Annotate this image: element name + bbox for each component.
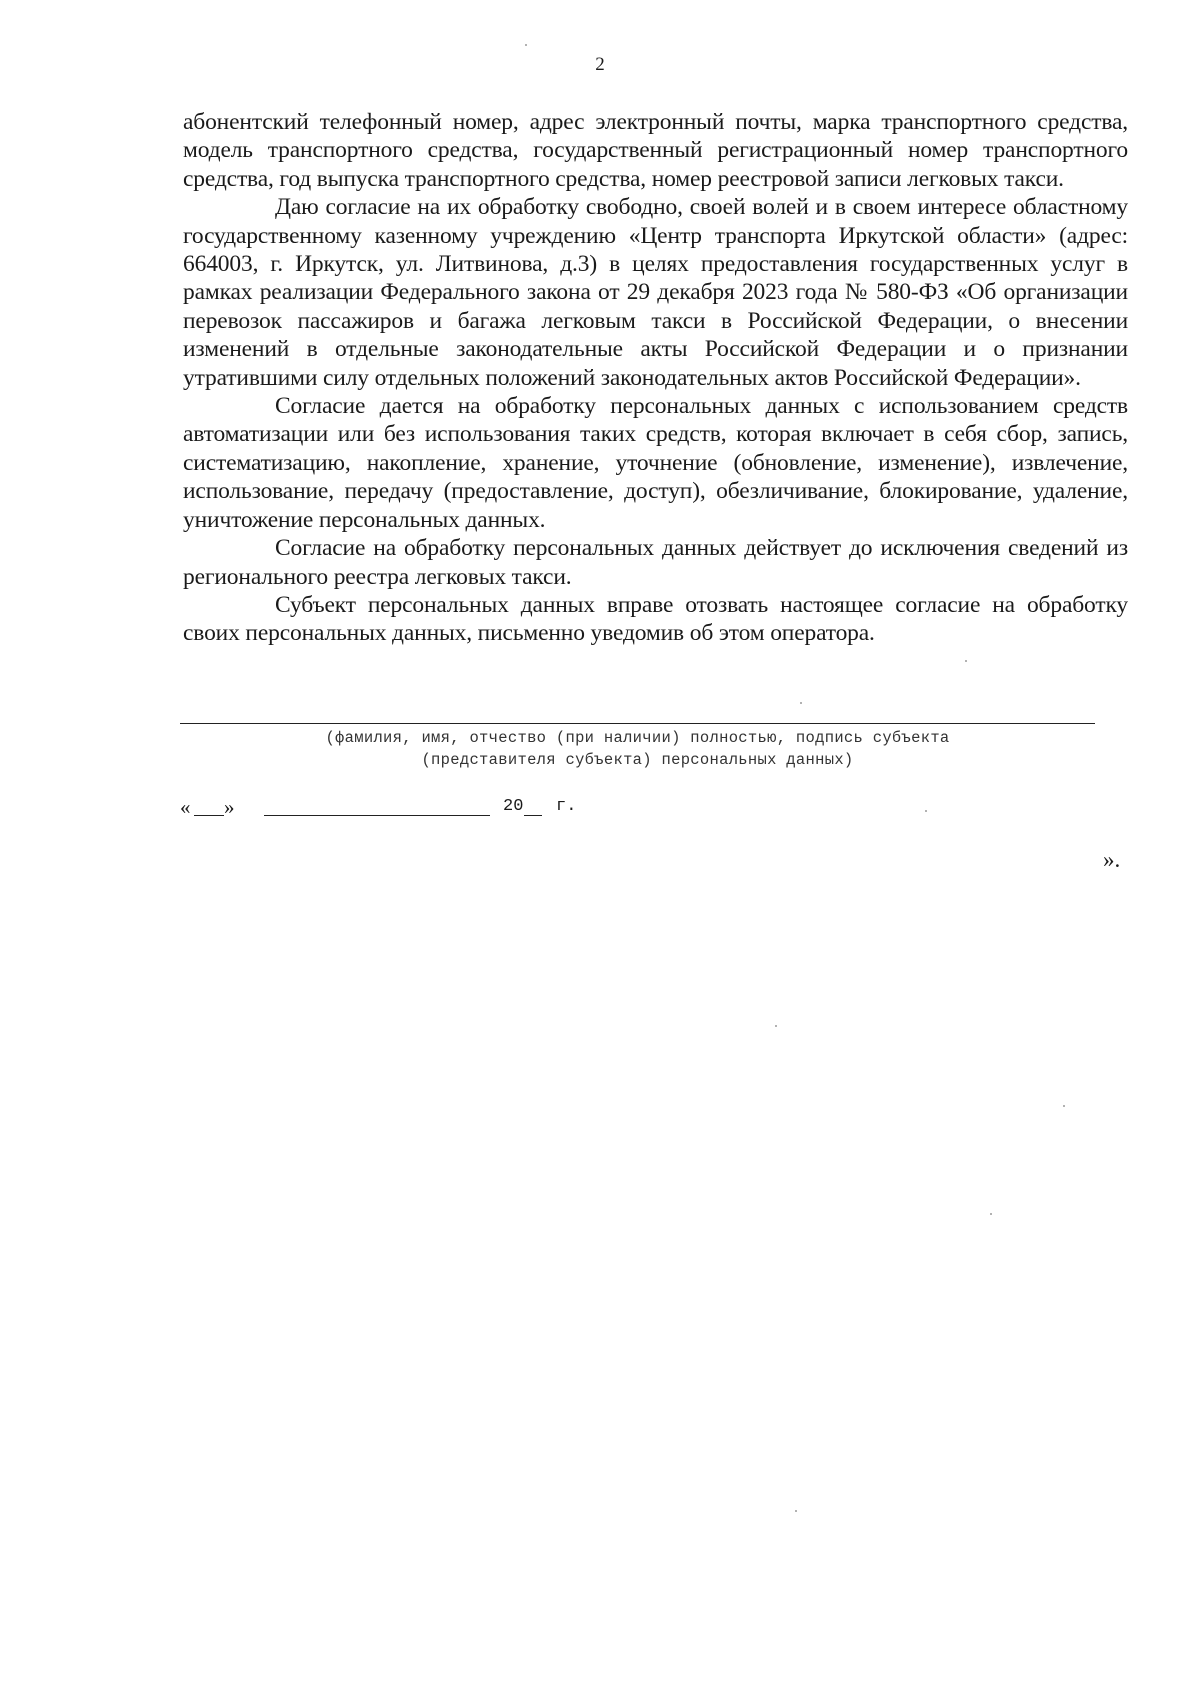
scan-speck [990, 1213, 992, 1215]
year-suffix: г. [556, 797, 577, 816]
year-blank [524, 795, 542, 816]
scan-speck [775, 1025, 777, 1027]
day-blank [194, 795, 224, 816]
paragraph-validity: Согласие на обработку персональных данных действует до исключения сведений из регионального реестра легковых такси. [183, 535, 1128, 590]
year-prefix: 20 [503, 797, 524, 816]
signature-caption-line-2: (представителя субъекта) персональных данных) [421, 751, 854, 769]
paragraph-data-list: абонентский телефонный номер, адрес электронный почты, марка транспортного средства, модель транспортного средства, государственный регистрационный номер транспортного средства, год выпуска транспортного средства, номер реестровой записи легковых такси. [183, 109, 1128, 192]
paragraph-withdrawal: Субъект персональных данных вправе отозвать настоящее согласие на обработку своих персональных данных, письменно уведомив об этом оператора. [183, 591, 1128, 647]
consent-body [183, 108, 1128, 648]
scan-speck [1063, 1105, 1065, 1107]
signature-caption [180, 727, 1095, 771]
page-number: 2 [595, 54, 605, 75]
paragraph-processing-actions: Согласие дается на обработку персональных данных с использованием средств автоматизации или без использования таких средств, которая включает в себя сбор, запись, систематизацию, накопление, хранение, уточнение (обновление, изменение), извлечение, использование, передачу (предоставление, доступ), обезличивание, блокирование, удаление, уничтожение персональных данных. [183, 393, 1128, 533]
scan-speck [795, 1510, 797, 1512]
date-line [180, 795, 700, 819]
month-blank [264, 795, 490, 816]
signature-caption-line-1: (фамилия, имя, отчество (при наличии) полностью, подпись субъекта [325, 729, 950, 747]
closing-quote: ». [1103, 847, 1121, 872]
scan-speck [925, 810, 927, 812]
scan-speck [525, 44, 527, 46]
date-close-quote: » [224, 795, 235, 819]
date-open-quote: « [180, 795, 191, 819]
scan-speck [800, 702, 802, 704]
signature-line [180, 723, 1095, 724]
paragraph-consent-operator: Даю согласие на их обработку свободно, своей волей и в своем интересе областному государственному казенному учреждению «Центр транспорта Иркутской области» (адрес: 664003, г. Иркутск, ул. Литвинова, д.3) в целях предоставления государственных услуг в рамках реализации Федерального закона от 29 декабря 2023 года № 580-ФЗ «Об организации перевозок пассажиров и багажа легковым такси в Российской Федерации, о внесении изменений в отдельные законодательные акты Российской Федерации и о признании утратившими силу отдельных положений законодательных актов Российской Федерации». [183, 194, 1128, 391]
scan-speck [965, 660, 967, 662]
